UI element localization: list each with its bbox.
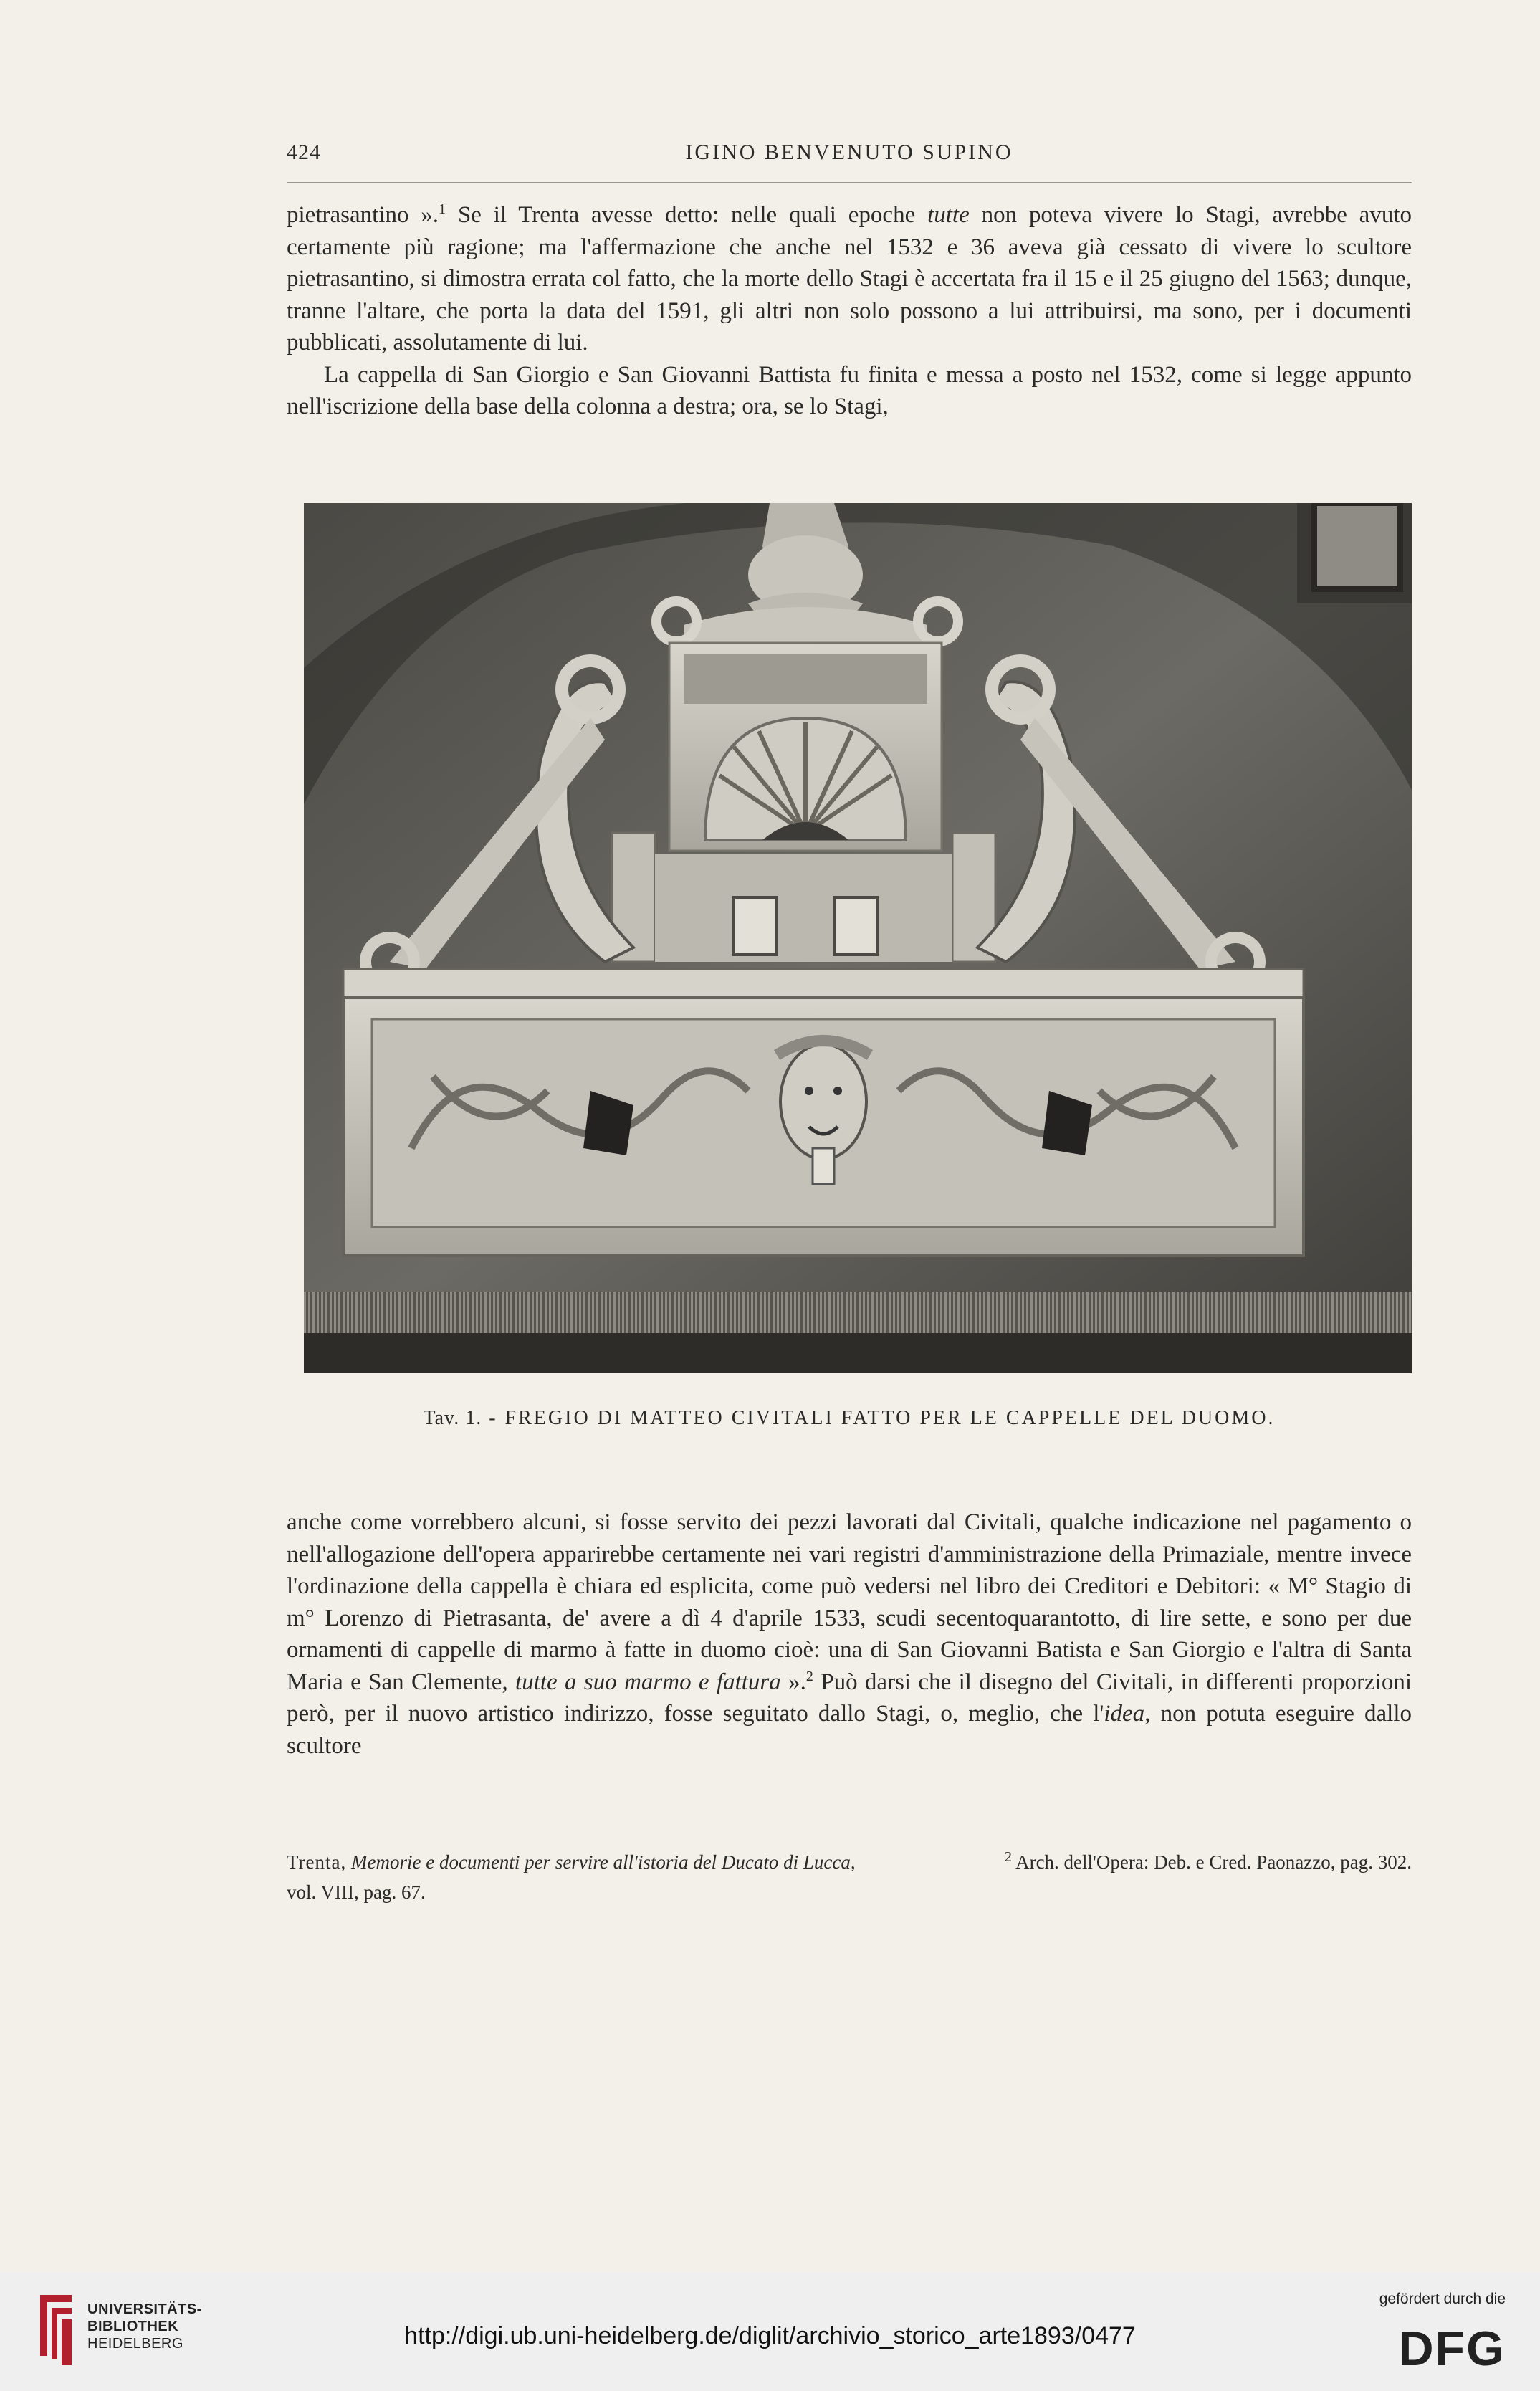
plate-label: Tav. 1. (423, 1407, 482, 1429)
page-header (287, 140, 1412, 169)
dfg-logo[interactable]: DFG (1398, 2321, 1506, 2376)
paragraph-2: La cappella di San Giorgio e San Giovanni Battista fu finita e messa a posto nel 1532, come si legge appunto nell'iscrizione della base della colonna a destra; ora, se lo Stagi, (287, 361, 1412, 419)
footnote-2: $^2$ Arch. dell'Opera: Deb. e Cred. Paonazzo, pag. 302. (1004, 1849, 1412, 1873)
header-rule (287, 182, 1412, 183)
running-title: IGINO BENVENUTO SUPINO (685, 140, 1013, 164)
paragraph-1: pietrasantino ».$^1$ Se il Trenta avesse detto: nelle quali epoche tutte non poteva vivere lo Stagi, avrebbe avuto certamente più ragione; ma l'affermazione che anche nel 1532 e 36 aveva già cessato di vivere lo scultore pietrasantino, si dimostra errata col fatto, che la morte dello Stagi è accertata fra il 15 e il 25 giugno del 1563; dunque, tranne l'altare, che porta la data del 1591, gli altri non solo possono a lui attribuirsi, ma sono, per i documenti pubblicati, assolutamente di lui. (287, 201, 1412, 355)
frieze-relief-image (304, 503, 1412, 1373)
paragraph-3: anche come vorrebbero alcuni, si fosse servito dei pezzi lavorati dal Civitali, qualche indicazione nel pagamento o nell'allogazione dell'opera apparirebbe certamente nei vari registri d'amministrazione della Primaziale, mentre invece l'ordinazione della cappella è chiara ed esplicita, come può vedersi nel libro dei Creditori e Debitori: « M° Stagio di m° Lorenzo di Pietrasanta, de' avere a dì 4 d'aprile 1533, scudi secentoquarantotto, di lire sette, e sono per due ornamenti di cappelle di marmo à fatte in duomo cioè: una di San Giovanni Batista e San Giorgio e l'altra di Santa Maria e San Clemente, tutte a suo marmo e fattura ».$^2$ Può darsi che il disegno del Civitali, in differenti proporzioni però, per il nuovo artistico indirizzo, fosse seguitato dallo Stagi, o, meglio, che l'idea, non potuta eseguire dallo scultore (287, 1509, 1412, 1759)
footnote-1: Trenta, Memorie e documenti per servire all'istoria del Ducato di Lucca, vol. VIII, pag. 67. (287, 1851, 856, 1903)
plate-photograph (304, 503, 1412, 1373)
viewer-footer (0, 2272, 1540, 2391)
library-name: UNIVERSITÄTS- BIBLIOTHEK HEIDELBERG (87, 2301, 202, 2352)
body-text-top (287, 199, 1412, 423)
body-text-bottom (287, 1507, 1412, 1762)
page-number: 424 (287, 140, 321, 164)
plate-title: - FREGIO DI MATTEO CIVITALI FATTO PER LE CAPPELLE DEL DUOMO. (482, 1407, 1276, 1429)
footnote-ref-2[interactable]: 2 (805, 1668, 813, 1684)
permalink-url[interactable]: http://digi.ub.uni-heidelberg.de/diglit/archivio_storico_arte1893/0477 (404, 2322, 1136, 2349)
footnote-ref-1[interactable]: 1 (439, 201, 446, 217)
plate-caption (287, 1407, 1412, 1430)
funding-label: gefördert durch die (1379, 2291, 1506, 2307)
